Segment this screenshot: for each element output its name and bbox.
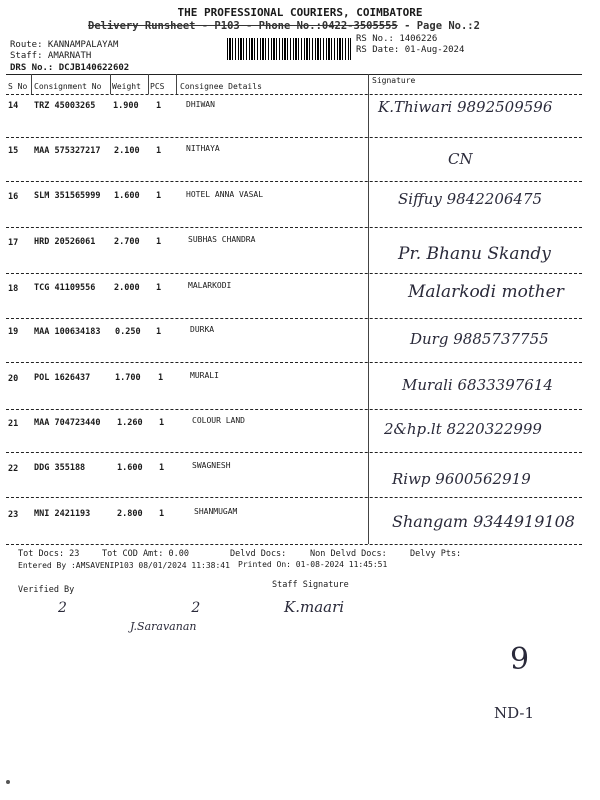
row-consignee: MALARKODI xyxy=(188,281,232,290)
rs-number: RS No.: 1406226 xyxy=(356,34,438,44)
row-pcs: 1 xyxy=(156,146,162,156)
staff-signature: K.maari xyxy=(284,598,345,616)
row-rule xyxy=(6,227,582,228)
total-docs: Tot Docs: 23 xyxy=(18,549,80,559)
row-signature: 2&hp.lt 8220322999 xyxy=(384,420,542,438)
row-sno: 16 xyxy=(8,192,19,202)
row-rule xyxy=(6,273,582,274)
row-signature: CN xyxy=(448,150,473,168)
row-rule xyxy=(6,452,582,453)
col-header-weight: Weight xyxy=(112,82,141,91)
barcode-image xyxy=(227,38,351,60)
row-pcs: 1 xyxy=(156,191,162,201)
row-weight: 2.100 xyxy=(114,146,140,156)
row-weight: 1.260 xyxy=(117,418,143,428)
delivery-points: Delvy Pts: xyxy=(410,549,462,559)
staff-signature-label: Staff Signature xyxy=(272,580,349,590)
row-consignment: HRD 20526061 xyxy=(34,237,96,247)
row-sno: 14 xyxy=(8,101,19,111)
row-sno: 20 xyxy=(8,374,19,384)
row-sno: 18 xyxy=(8,284,19,294)
signature-col-divider xyxy=(368,74,369,544)
row-signature: Shangam 9344919108 xyxy=(392,512,575,531)
col-header-consignee: Consignee Details xyxy=(180,82,262,91)
printed-on: Printed On: 01-08-2024 11:45:51 xyxy=(238,560,388,569)
row-pcs: 1 xyxy=(159,509,165,519)
row-sno: 21 xyxy=(8,419,19,429)
verifier-marks: 2 2 xyxy=(58,600,201,616)
col-header-pcs: PCS xyxy=(150,82,165,91)
row-consignee: DHIWAN xyxy=(186,100,215,109)
row-rule xyxy=(6,137,582,138)
row-consignment: MAA 100634183 xyxy=(34,327,101,337)
col-header-sno: S No xyxy=(8,82,28,91)
row-consignment: DDG 355188 xyxy=(34,463,86,473)
nd-mark: ND-1 xyxy=(494,704,535,722)
runsheet-subtitle xyxy=(88,20,480,32)
row-sno: 23 xyxy=(8,510,19,520)
row-consignee: HOTEL ANNA VASAL xyxy=(186,190,264,199)
row-sno: 22 xyxy=(8,464,19,474)
row-signature: Siffuy 9842206475 xyxy=(398,190,543,208)
row-pcs: 1 xyxy=(156,237,162,247)
col-divider xyxy=(110,74,111,94)
row-consignee: SHANMUGAM xyxy=(194,507,238,516)
delivered-docs: Delvd Docs: xyxy=(230,549,287,559)
total-cod: Tot COD Amt: 0.00 xyxy=(102,549,189,559)
rs-date: RS Date: 01-Aug-2024 xyxy=(356,45,465,55)
row-pcs: 1 xyxy=(158,373,164,383)
route-label: Route: KANNAMPALAYAM xyxy=(10,40,119,50)
subtitle-struck: Delivery Runsheet - P103 - Phone No.:0422-3505555 xyxy=(88,20,398,32)
row-rule xyxy=(6,318,582,319)
row-consignment: TCG 41109556 xyxy=(34,283,96,293)
row-rule xyxy=(6,497,582,498)
row-pcs: 1 xyxy=(156,283,162,293)
row-consignment: POL 1626437 xyxy=(34,373,91,383)
row-rule xyxy=(6,181,582,182)
row-signature: Malarkodi mother xyxy=(408,282,564,302)
row-signature: Murali 6833397614 xyxy=(402,376,553,394)
row-signature: K.Thiwari 9892509596 xyxy=(378,98,553,116)
verifier-signature: J.Saravanan xyxy=(130,620,197,633)
row-weight: 2.000 xyxy=(114,283,140,293)
scan-speck xyxy=(6,780,10,784)
row-sno: 19 xyxy=(8,327,19,337)
col-divider xyxy=(148,74,149,94)
verified-by-label: Verified By xyxy=(18,585,75,595)
row-consignment: MAA 704723440 xyxy=(34,418,101,428)
col-divider xyxy=(31,74,32,94)
row-consignee: COLOUR LAND xyxy=(192,416,245,425)
row-weight: 1.600 xyxy=(117,463,143,473)
header-rule xyxy=(6,94,582,95)
row-weight: 0.250 xyxy=(115,327,141,337)
row-rule xyxy=(6,362,582,363)
table-top-rule xyxy=(6,74,582,75)
page-number: - Page No.:2 xyxy=(397,20,480,32)
col-divider xyxy=(176,74,177,94)
staff-label: Staff: AMARNATH xyxy=(10,51,92,61)
row-consignee: MURALI xyxy=(190,371,219,380)
row-sno: 17 xyxy=(8,238,19,248)
row-signature: Durg 9885737755 xyxy=(410,330,549,348)
row-weight: 2.700 xyxy=(114,237,140,247)
row-weight: 1.700 xyxy=(115,373,141,383)
row-weight: 1.900 xyxy=(113,101,139,111)
row-consignee: SUBHAS CHANDRA xyxy=(188,235,256,244)
row-sno: 15 xyxy=(8,146,19,156)
row-consignment: TRZ 45003265 xyxy=(34,101,96,111)
row-consignee: DURKA xyxy=(190,325,215,334)
row-pcs: 1 xyxy=(156,101,162,111)
col-header-consignment: Consignment No xyxy=(34,82,102,91)
row-rule xyxy=(6,409,582,410)
row-consignment: MAA 575327217 xyxy=(34,146,101,156)
row-consignment: MNI 2421193 xyxy=(34,509,91,519)
col-header-signature: Signature xyxy=(372,76,416,85)
entered-by: Entered By :AMSAVENIP103 08/01/2024 11:38:41 xyxy=(18,561,230,570)
row-pcs: 1 xyxy=(159,463,165,473)
row-signature: Pr. Bhanu Skandy xyxy=(398,244,551,264)
company-title: THE PROFESSIONAL COURIERS, COIMBATORE xyxy=(177,6,423,19)
row-consignment: SLM 351565999 xyxy=(34,191,101,201)
row-signature: Riwp 9600562919 xyxy=(392,470,531,488)
row-weight: 1.600 xyxy=(114,191,140,201)
row-pcs: 1 xyxy=(156,327,162,337)
drs-label: DRS No.: DCJB140622602 xyxy=(10,63,130,73)
row-weight: 2.800 xyxy=(117,509,143,519)
row-pcs: 1 xyxy=(159,418,165,428)
row-consignee: NITHAYA xyxy=(186,144,220,153)
non-delivered-docs: Non Delvd Docs: xyxy=(310,549,387,559)
page-mark: 9 xyxy=(510,642,530,677)
table-bottom-rule xyxy=(6,544,582,545)
row-consignee: SWAGNESH xyxy=(192,461,231,470)
